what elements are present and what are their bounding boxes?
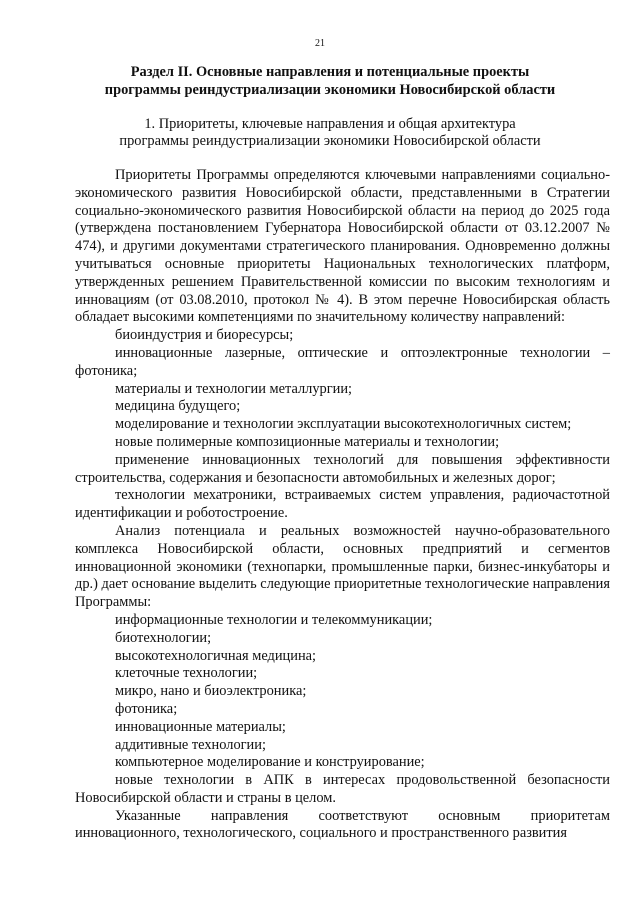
subsection-title-line-2: программы реиндустриализации экономики Новосибирской области xyxy=(119,133,541,149)
list-item: новые технологии в АПК в интересах продовольственной безопасности Новосибирской области и страны в целом. xyxy=(75,772,610,806)
list-item: применение инновационных технологий для повышения эффективности строительства, содержания и безопасности автомобильных и железных дорог; xyxy=(75,451,610,486)
list-item: новые полимерные композиционные материалы и технологии; xyxy=(115,433,500,450)
list-item: высокотехнологичная медицина; xyxy=(115,647,317,664)
list-item: микро, нано и биоэлектроника; xyxy=(115,683,307,700)
list-item: клеточные технологии; xyxy=(115,665,258,682)
list-item: биотехнологии; xyxy=(115,629,212,646)
list-item: инновационные лазерные, оптические и оптоэлектронные технологии – фотоника; xyxy=(75,344,610,379)
paragraph-analysis: Анализ потенциала и реальных возможностей научно-образовательного комплекса Новосибирской области, основных предприятий и сегментов инновационной экономики (технопарки, промышленные парки, бизнес-инкубаторы и др.) дает основание выделить следующие приоритетные технологические направления Программы: xyxy=(75,522,610,611)
list-item: аддитивные технологии; xyxy=(115,736,266,753)
list-item: технологии мехатроники, встраиваемых систем управления, радиочастотной идентификации и роботостроение. xyxy=(75,487,610,522)
list-item: инновационные материалы; xyxy=(115,718,286,735)
section-title-line-2: программы реиндустриализации экономики Новосибирской области xyxy=(104,82,556,98)
paragraph-intro: Приоритеты Программы определяются ключевыми направлениями социально-экономического развития Новосибирской области, представленными в Стратегии социально-экономического развития Новосибирской области на период до 2025 года (утверждена постановлением Губернатора Новосибирской области от 03.12.2007 № 474), и другими документами стратегического планирования. Одновременно должны учитываться основные приоритеты Национальных технологических платформ, утвержденных решением Правительственной комиссии по высоким технологиям и инновациям (от 03.08.2010, протокол № 4). В этом перечне Новосибирская область обладает высокими компетенциями по значительному количеству направлений: xyxy=(75,167,610,326)
subsection-title-line-1: 1. Приоритеты, ключевые направления и общая архитектура xyxy=(144,116,516,132)
section-title-line-1: Раздел II. Основные направления и потенциальные проекты xyxy=(130,64,530,80)
paragraph-conclusion: Указанные направления соответствуют основным приоритетам инновационного, технологического, социального и пространственного развития xyxy=(75,807,610,842)
list-item: моделирование и технологии эксплуатации высокотехнологичных систем; xyxy=(115,416,572,433)
list-item: компьютерное моделирование и конструирование; xyxy=(115,754,425,771)
list-item: фотоника; xyxy=(115,700,178,717)
subsection-title xyxy=(60,116,600,150)
list-item: биоиндустрия и биоресурсы; xyxy=(115,327,294,344)
list-item: медицина будущего; xyxy=(115,398,241,415)
section-title xyxy=(60,63,600,99)
list-item: информационные технологии и телекоммуникации; xyxy=(115,611,433,628)
body-text xyxy=(75,167,610,843)
page-number: 21 xyxy=(315,38,325,49)
list-item: материалы и технологии металлургии; xyxy=(115,380,353,397)
